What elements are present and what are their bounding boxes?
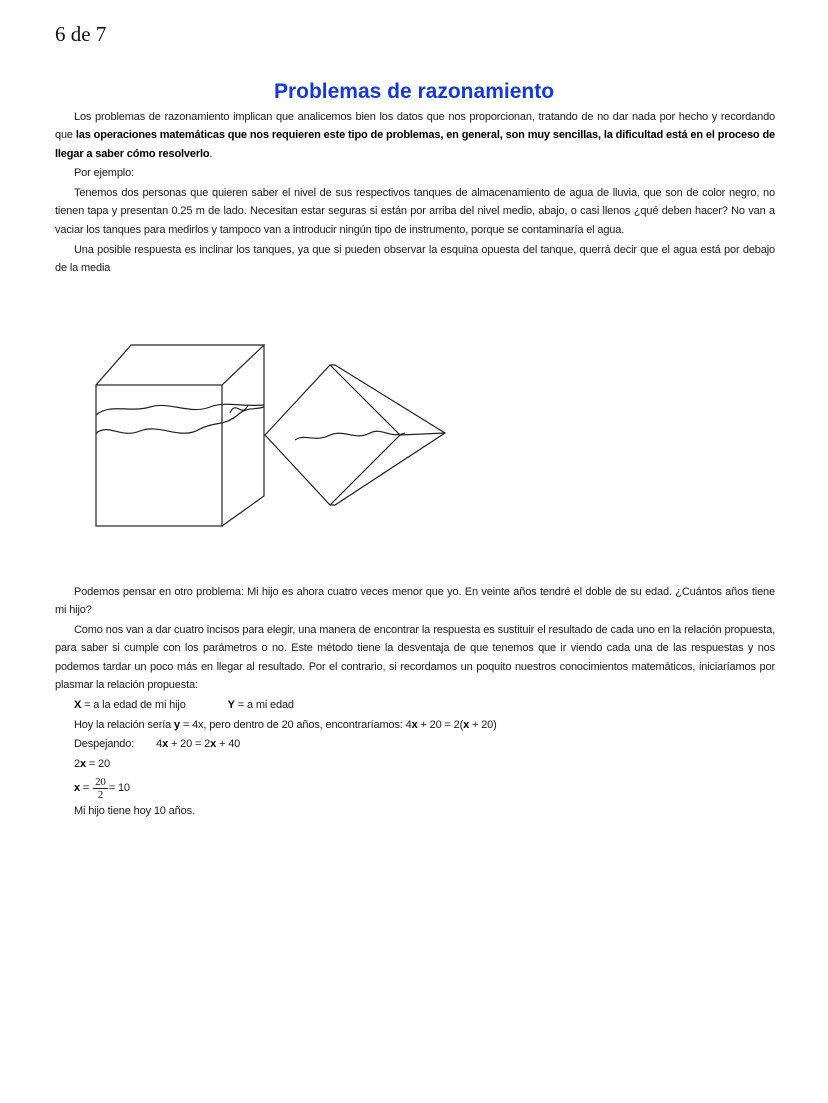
fraction-denominator: 2 [97, 788, 104, 801]
var-y-definition: = a mi edad [234, 698, 294, 711]
intro-bold-text: las operaciones matemáticas que nos requieren este tipo de problemas, en general, son muy sencillas, la dificultad está en el proceso de llegar a saber cómo resolverlo [55, 129, 776, 160]
equation-fraction [55, 775, 775, 801]
equation-x: x [162, 738, 169, 751]
equation-x: x [210, 738, 217, 751]
solving-line [55, 735, 775, 753]
equation-text: = 20 [85, 758, 110, 771]
intro-section [55, 108, 775, 279]
equation-text: 4 [156, 738, 163, 751]
tilted-tank [265, 365, 445, 505]
equation-text: 2 [74, 758, 80, 771]
relation-text: + 20) [469, 718, 497, 731]
intro-text: Los problemas de razonamiento implican que analicemos bien los datos que nos proporcionan, tratando de no dar nada por hecho y recordando que [55, 111, 775, 142]
relation-text: Hoy la relación sería [74, 718, 175, 731]
equation-x: x [74, 781, 80, 794]
method-paragraph: Como nos van a dar cuatro incisos para elegir, una manera de encontrar la respuesta es sustituir el resultado de cada uno en la relación propuesta, para saber si cumple con los parámetros o no. Este método tiene la desventaja de que tenemos que ir viendo cada una de las respuestas y nos podemos tardar un poco más en llegar al resultado. Por el contrario, si recordamos un poquito nuestros conocimientos matemáticos, iniciaríamos por plasmar la relación propuesta: [55, 624, 775, 691]
equation-result: = 10 [108, 781, 130, 794]
tank-problem-paragraph: Tenemos dos personas que quieren saber el nivel de sus respectivos tanques de almacenamiento de agua de lluvia, que son de color negro, no tienen tapa y presentan 0.25 m de lado. Necesitan estar seguras si están por arriba del nivel medio, abajo, o casi llenos ¿qué deben hacer? No van a vaciar los tanques para medirlos y tampoco van a introducir ningún tipo de instrumento, porque se contaminaría el agua. [55, 187, 775, 236]
tank-answer-paragraph: Una posible respuesta es inclinar los tanques, ya que si pueden observar la esquina opuesta del tanque, querrá decir que el agua está por debajo de la media [55, 243, 775, 274]
relation-text: = 4x, pero dentro de 20 años, encontraríamos: 4 [180, 718, 412, 731]
equation-2x [55, 755, 775, 773]
example-label: Por ejemplo: [74, 167, 134, 180]
equation-text: + 40 [216, 738, 241, 751]
conclusion: Mi hijo tiene hoy 10 años. [74, 805, 195, 818]
equation-x: x [79, 758, 86, 771]
solving-label: Despejando: [74, 738, 135, 751]
relation-x: x [411, 718, 418, 731]
page-title: Problemas de razonamiento [273, 80, 555, 103]
equation-text: = [79, 781, 93, 794]
upright-tank [96, 345, 264, 526]
intro-period: . [209, 147, 213, 160]
relation-x: x [463, 718, 470, 731]
intro-paragraph [55, 108, 775, 163]
var-x-definition: = a la edad de mi hijo [81, 698, 186, 711]
relation-y: y [174, 718, 180, 731]
var-y: Y [227, 698, 235, 711]
relation-line [55, 716, 775, 734]
var-x: X [74, 698, 82, 711]
tanks-illustration [90, 335, 460, 535]
page-number: 6 de 7 [55, 22, 107, 46]
age-problem-section [55, 583, 775, 822]
age-problem-paragraph: Podemos pensar en otro problema: Mi hijo es ahora cuatro veces menor que yo. En veinte años tendré el doble de su edad. ¿Cuántos años tiene mi hijo? [55, 586, 775, 617]
fraction [93, 776, 108, 801]
fraction-numerator: 20 [95, 775, 106, 788]
variable-definitions [55, 696, 775, 714]
relation-text: + 20 = 2( [417, 718, 464, 731]
equation-text: + 20 = 2 [168, 738, 211, 751]
